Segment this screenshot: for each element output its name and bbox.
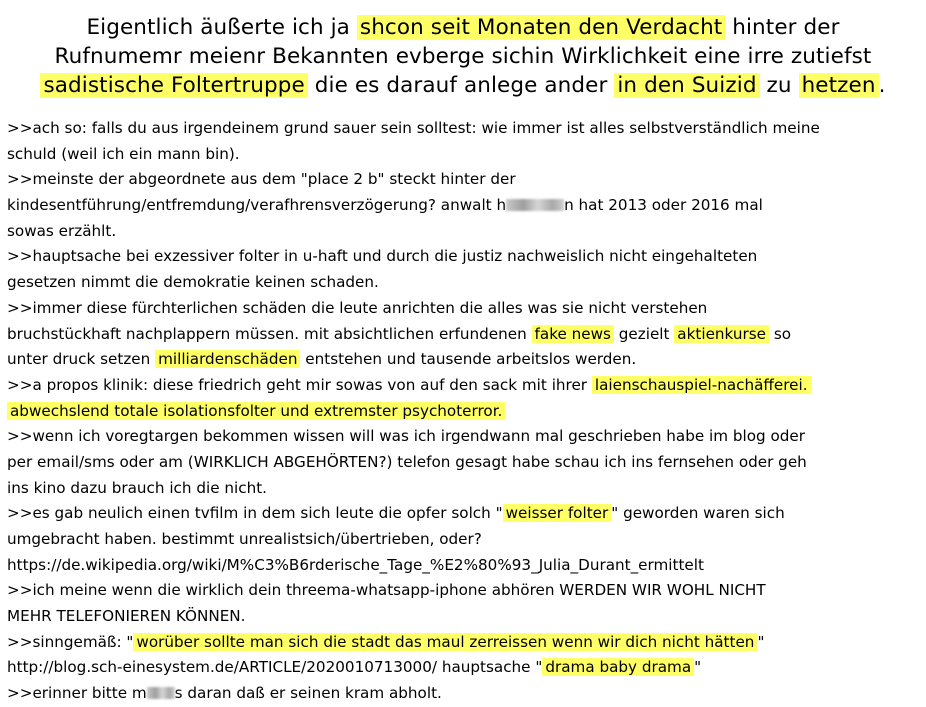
text-line bbox=[7, 347, 919, 373]
text-line: >>hauptsache bei exzessiver folter in u-haft und durch die justiz nachweislich nicht eingehalteten bbox=[7, 247, 758, 266]
heading-text: Eigentlich äußerte ich ja bbox=[86, 15, 357, 40]
text-line: >>wenn ich voregtargen bekommen wissen will was ich irgendwann mal geschrieben habe im blog oder bbox=[7, 427, 805, 446]
highlight: aktienkurse bbox=[674, 325, 769, 343]
highlight: milliardenschäden bbox=[155, 350, 300, 368]
text-line: ins kino dazu brauch ich die nicht. bbox=[7, 478, 267, 497]
url-text: https://de.wikipedia.org/wiki/M%C3%B6rderische_Tage_%E2%80%93_Julia_Durant_ermittelt bbox=[7, 555, 704, 574]
highlight: fake news bbox=[532, 325, 614, 343]
highlight: abwechslend totale isolationsfolter und extremster psychoterror. bbox=[7, 402, 505, 420]
text-line: per email/sms oder am (WIRKLICH ABGEHÖRTEN?) telefon gesagt habe schau ich ins fernsehen oder geh bbox=[7, 452, 807, 471]
highlight: worüber sollte man sich die stadt das maul zerreissen wenn wir dich nicht hätten bbox=[133, 633, 757, 651]
body-text bbox=[7, 116, 919, 707]
text-line: gesetzen nimmt die demokratie keinen schaden. bbox=[7, 273, 379, 292]
text-line bbox=[7, 655, 919, 681]
redacted-name bbox=[506, 199, 564, 211]
text-span: kindesentführung/entfremdung/verafhrensverzögerung? anwalt h bbox=[7, 196, 507, 215]
highlight: weisser folter bbox=[503, 504, 612, 522]
text-line bbox=[7, 501, 919, 527]
text-line: >>ich meine wenn die wirklich dein threema-whatsapp-iphone abhören WERDEN WIR WOHL NICHT bbox=[7, 581, 766, 600]
text-span: >>a propos klinik: diese friedrich geht mir sowas von auf den sack mit ihrer bbox=[7, 375, 592, 394]
text-span: gezielt bbox=[613, 324, 675, 343]
url-text: http://blog.sch-einesystem.de/ARTICLE/2020010713000/ hauptsache " bbox=[7, 658, 543, 677]
text-span: >>sinngemäß: " bbox=[7, 632, 134, 651]
heading-line-2: Rufnumemr meienr Bekannten evberge sichin Wirklichkeit eine irre zutiefst bbox=[54, 44, 872, 69]
text-span: " geworden waren sich bbox=[611, 504, 785, 523]
text-line: umgebracht haben. bestimmt unrealistsich/übertrieben, oder? bbox=[7, 530, 482, 548]
heading-text: die es darauf anlege ander bbox=[307, 73, 615, 98]
text-line bbox=[7, 322, 919, 348]
highlight: sadistische Foltertruppe bbox=[40, 73, 307, 98]
highlight: laienschauspiel-nachäfferei. bbox=[592, 376, 811, 394]
text-span: so bbox=[769, 324, 792, 343]
text-line bbox=[7, 681, 919, 707]
text-line bbox=[7, 630, 919, 656]
text-line: schuld (weil ich ein mann bin). bbox=[7, 144, 240, 163]
text-span: " bbox=[757, 632, 765, 651]
text-span: entstehen und tausende arbeitslos werden. bbox=[300, 350, 637, 369]
text-span: " bbox=[694, 658, 702, 677]
heading-text: zu bbox=[759, 73, 799, 98]
text-line bbox=[7, 373, 919, 399]
highlight: shcon seit Monaten den Verdacht bbox=[357, 15, 725, 40]
text-span: n hat 2013 oder 2016 mal bbox=[564, 196, 763, 215]
text-span: s daran daß er seinen kram abholt. bbox=[174, 684, 442, 703]
text-span: >>erinner bitte m bbox=[7, 684, 147, 703]
highlight: in den Suizid bbox=[614, 73, 759, 98]
text-line: sowas erzählt. bbox=[7, 221, 117, 240]
text-line: >>immer diese fürchterlichen schäden die leute anrichten die alles was sie nicht verstehen bbox=[7, 298, 708, 317]
text-line bbox=[7, 193, 919, 219]
highlight: hetzen bbox=[799, 73, 879, 98]
text-line bbox=[7, 399, 919, 425]
redacted-name bbox=[147, 687, 175, 699]
text-span: unter druck setzen bbox=[7, 350, 156, 369]
text-line: MEHR TELEFONIEREN KÖNNEN. bbox=[7, 607, 246, 626]
highlight: drama baby drama bbox=[542, 658, 694, 676]
text-span: >>es gab neulich einen tvfilm in dem sich leute die opfer solch " bbox=[7, 504, 503, 523]
heading-line-3 bbox=[4, 71, 922, 100]
heading-line-1 bbox=[4, 13, 922, 42]
text-line: >>meinste der abgeordnete aus dem "place 2 b" steckt hinter der bbox=[7, 170, 516, 189]
heading-text: hinter der bbox=[725, 15, 840, 40]
text-span: bruchstückhaft nachplappern müssen. mit absichtlichen erfundenen bbox=[7, 324, 532, 343]
heading bbox=[4, 13, 922, 100]
text-line: >>ach so: falls du aus irgendeinem grund sauer sein solltest: wie immer ist alles selbstverständlich meine bbox=[7, 119, 820, 137]
heading-text: . bbox=[878, 73, 886, 98]
